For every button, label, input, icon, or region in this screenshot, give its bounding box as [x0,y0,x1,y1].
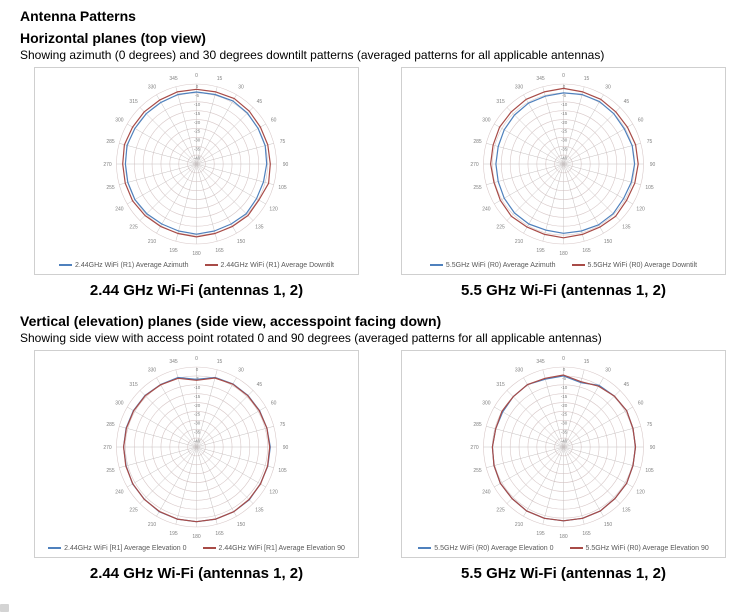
svg-text:210: 210 [514,238,524,245]
svg-text:-5: -5 [194,93,200,99]
legend-label: 2.44GHz WiFi (R1) Average Downtilt [220,261,334,269]
svg-text:285: 285 [473,421,482,428]
svg-text:-35: -35 [560,429,568,435]
svg-text:255: 255 [473,467,482,474]
svg-text:315: 315 [496,381,505,388]
svg-text:300: 300 [115,117,124,124]
chart-row-vertical [34,350,755,592]
svg-text:45: 45 [623,381,630,388]
section-subtitle-horizontal: Showing azimuth (0 degrees) and 30 degrees downtilt patterns (averaged patterns for all applicable antennas) [20,48,605,62]
svg-text:330: 330 [514,367,524,374]
svg-text:60: 60 [270,400,277,407]
polar-chart-55-horizontal [402,68,725,256]
svg-text:285: 285 [473,138,482,145]
legend-line-icon [418,547,431,549]
chart-legend [402,256,725,274]
svg-text:-25: -25 [560,411,568,417]
svg-text:240: 240 [115,489,124,496]
svg-text:315: 315 [129,381,138,388]
svg-text:90: 90 [282,161,289,168]
svg-text:135: 135 [622,507,631,514]
legend-label: 5.5GHz WiFi (R0) Average Elevation 90 [585,544,709,552]
polar-chart-244-vertical [35,351,358,539]
svg-text:240: 240 [482,489,491,496]
svg-text:165: 165 [215,530,224,537]
svg-text:195: 195 [536,247,545,254]
svg-text:330: 330 [147,367,157,374]
polar-grid [117,367,277,527]
svg-text:150: 150 [603,238,613,245]
svg-text:300: 300 [115,400,124,407]
svg-text:90: 90 [649,161,656,168]
svg-text:135: 135 [622,224,631,231]
legend-label: 2.44GHz WiFi [R1] Average Elevation 90 [218,544,345,552]
svg-text:225: 225 [496,507,505,514]
polar-grid [484,84,644,244]
svg-text:30: 30 [605,84,611,91]
legend-item-azimuth [59,262,188,269]
chart-panel-55-vertical [401,350,726,558]
svg-text:300: 300 [482,117,491,124]
svg-text:195: 195 [169,247,178,254]
svg-text:15: 15 [583,75,590,82]
svg-text:225: 225 [129,507,138,514]
svg-text:210: 210 [147,521,157,528]
chart-panel-55-horizontal [401,67,726,275]
svg-text:135: 135 [255,507,264,514]
svg-text:120: 120 [269,489,278,496]
polar-chart-244-horizontal [35,68,358,256]
svg-text:-15: -15 [193,393,201,399]
svg-text:270: 270 [103,444,112,451]
svg-text:0: 0 [195,367,199,373]
svg-text:30: 30 [605,367,611,374]
svg-text:315: 315 [496,98,505,105]
svg-text:135: 135 [255,224,264,231]
svg-text:270: 270 [470,161,479,168]
svg-text:180: 180 [192,533,201,539]
svg-text:105: 105 [278,184,287,191]
chart-panel-244-vertical [34,350,359,558]
svg-text:105: 105 [278,467,287,474]
chart-caption-244-horizontal: 2.44 GHz Wi-Fi (antennas 1, 2) [89,282,304,299]
svg-text:240: 240 [115,206,124,213]
svg-text:180: 180 [192,250,201,256]
svg-text:-20: -20 [560,119,568,125]
legend-line-icon [430,264,443,266]
svg-text:90: 90 [649,444,656,451]
legend-item-downtilt [572,262,698,269]
svg-text:195: 195 [169,530,178,537]
svg-text:60: 60 [637,400,644,407]
svg-text:180: 180 [559,533,568,539]
legend-line-icon [203,547,216,549]
section-heading-horizontal: Horizontal planes (top view) [20,30,206,46]
svg-text:330: 330 [514,84,524,91]
svg-text:-20: -20 [560,402,568,408]
svg-text:75: 75 [279,138,286,145]
svg-text:105: 105 [645,184,654,191]
radial-tick-labels [194,84,201,160]
polar-chart-55-vertical [402,351,725,539]
svg-text:-30: -30 [560,420,568,426]
radial-tick-labels [561,84,568,160]
legend-line-icon [572,264,585,266]
svg-text:255: 255 [473,184,482,191]
page-title: Antenna Patterns [20,8,136,24]
svg-text:210: 210 [147,238,157,245]
svg-text:315: 315 [129,98,138,105]
svg-text:-40: -40 [560,155,568,161]
svg-text:225: 225 [129,224,138,231]
chart-legend [402,539,725,557]
svg-text:120: 120 [269,206,278,213]
svg-text:-25: -25 [193,411,201,417]
svg-text:270: 270 [470,444,479,451]
svg-text:-15: -15 [193,110,201,116]
svg-text:195: 195 [536,530,545,537]
svg-text:120: 120 [636,206,645,213]
svg-text:345: 345 [169,75,178,82]
legend-label: 2.44GHz WiFi [R1] Average Elevation 0 [64,544,187,552]
svg-text:240: 240 [482,206,491,213]
svg-text:-35: -35 [193,429,201,435]
svg-text:75: 75 [279,421,286,428]
svg-text:-20: -20 [193,402,201,408]
svg-text:60: 60 [637,117,644,124]
svg-text:-15: -15 [560,110,568,116]
svg-text:0: 0 [195,355,198,362]
polar-grid [117,84,277,244]
legend-item-azimuth [430,262,556,269]
svg-text:15: 15 [216,358,223,365]
section-subtitle-vertical: Showing side view with access point rotated 0 and 90 degrees (averaged patterns for all applicable antennas) [20,331,602,345]
svg-text:-35: -35 [193,146,201,152]
svg-text:180: 180 [559,250,568,256]
svg-text:30: 30 [238,84,244,91]
svg-text:15: 15 [583,358,590,365]
svg-text:105: 105 [645,467,654,474]
svg-text:150: 150 [236,521,246,528]
svg-text:-5: -5 [561,376,567,382]
chart-col-55-horizontal [401,67,726,309]
svg-text:255: 255 [106,184,115,191]
svg-text:0: 0 [562,355,565,362]
svg-text:-40: -40 [560,438,568,444]
svg-text:0: 0 [195,72,198,79]
svg-text:-30: -30 [560,137,568,143]
svg-text:-30: -30 [193,420,201,426]
legend-item-downtilt [205,262,334,269]
svg-text:-5: -5 [561,93,567,99]
svg-text:-10: -10 [193,102,201,107]
svg-text:-40: -40 [193,438,201,444]
svg-text:75: 75 [646,421,653,428]
svg-text:-5: -5 [194,376,200,382]
page-corner-artifact [0,604,9,612]
legend-line-icon [59,264,72,266]
chart-col-244-horizontal [34,67,359,309]
svg-text:270: 270 [103,161,112,168]
svg-text:-15: -15 [560,393,568,399]
svg-text:165: 165 [582,247,591,254]
svg-text:345: 345 [169,358,178,365]
svg-text:0: 0 [562,72,565,79]
svg-text:-10: -10 [193,385,201,390]
svg-text:-30: -30 [193,137,201,143]
radial-tick-labels [561,367,568,443]
chart-legend [35,256,358,274]
polar-grid [484,367,644,527]
svg-text:285: 285 [106,421,115,428]
legend-label: 5.5GHz WiFi (R0) Average Downtilt [587,261,698,269]
svg-text:0: 0 [562,367,566,373]
svg-text:-10: -10 [560,385,568,390]
svg-text:255: 255 [106,467,115,474]
legend-line-icon [48,547,61,549]
legend-line-icon [570,547,583,549]
chart-col-244-vertical [34,350,359,592]
chart-legend [35,539,358,557]
legend-item-elevation0 [48,545,186,552]
svg-text:0: 0 [562,84,566,90]
svg-text:300: 300 [482,400,491,407]
svg-text:210: 210 [514,521,524,528]
svg-text:225: 225 [496,224,505,231]
svg-text:165: 165 [582,530,591,537]
svg-text:15: 15 [216,75,223,82]
svg-text:45: 45 [256,381,263,388]
svg-text:285: 285 [106,138,115,145]
svg-text:60: 60 [270,117,277,124]
svg-text:150: 150 [603,521,613,528]
chart-caption-55-horizontal: 5.5 GHz Wi-Fi (antennas 1, 2) [461,282,666,299]
svg-text:-40: -40 [193,155,201,161]
svg-text:-25: -25 [193,128,201,134]
svg-text:165: 165 [215,247,224,254]
svg-text:-35: -35 [560,146,568,152]
chart-caption-244-vertical: 2.44 GHz Wi-Fi (antennas 1, 2) [89,565,304,582]
legend-item-elevation90 [570,545,709,552]
svg-text:120: 120 [636,489,645,496]
svg-text:45: 45 [623,98,630,105]
svg-text:330: 330 [147,84,157,91]
svg-text:-25: -25 [560,128,568,134]
svg-text:345: 345 [536,358,545,365]
legend-label: 5.5GHz WiFi (R0) Average Elevation 0 [434,544,554,552]
section-heading-vertical: Vertical (elevation) planes (side view, accesspoint facing down) [20,313,442,329]
legend-label: 5.5GHz WiFi (R0) Average Azimuth [445,261,556,269]
legend-line-icon [205,264,218,266]
svg-text:-10: -10 [560,102,568,107]
legend-item-elevation90 [203,545,345,552]
chart-row-horizontal [34,67,755,309]
chart-col-55-vertical [401,350,726,592]
svg-text:30: 30 [238,367,244,374]
svg-text:45: 45 [256,98,263,105]
chart-panel-244-horizontal [34,67,359,275]
svg-text:0: 0 [195,84,199,90]
svg-text:150: 150 [236,238,246,245]
legend-item-elevation0 [418,545,553,552]
svg-text:345: 345 [536,75,545,82]
svg-text:-20: -20 [193,119,201,125]
chart-caption-55-vertical: 5.5 GHz Wi-Fi (antennas 1, 2) [461,565,666,582]
svg-text:75: 75 [646,138,653,145]
svg-text:90: 90 [282,444,289,451]
legend-label: 2.44GHz WiFi (R1) Average Azimuth [75,261,189,269]
